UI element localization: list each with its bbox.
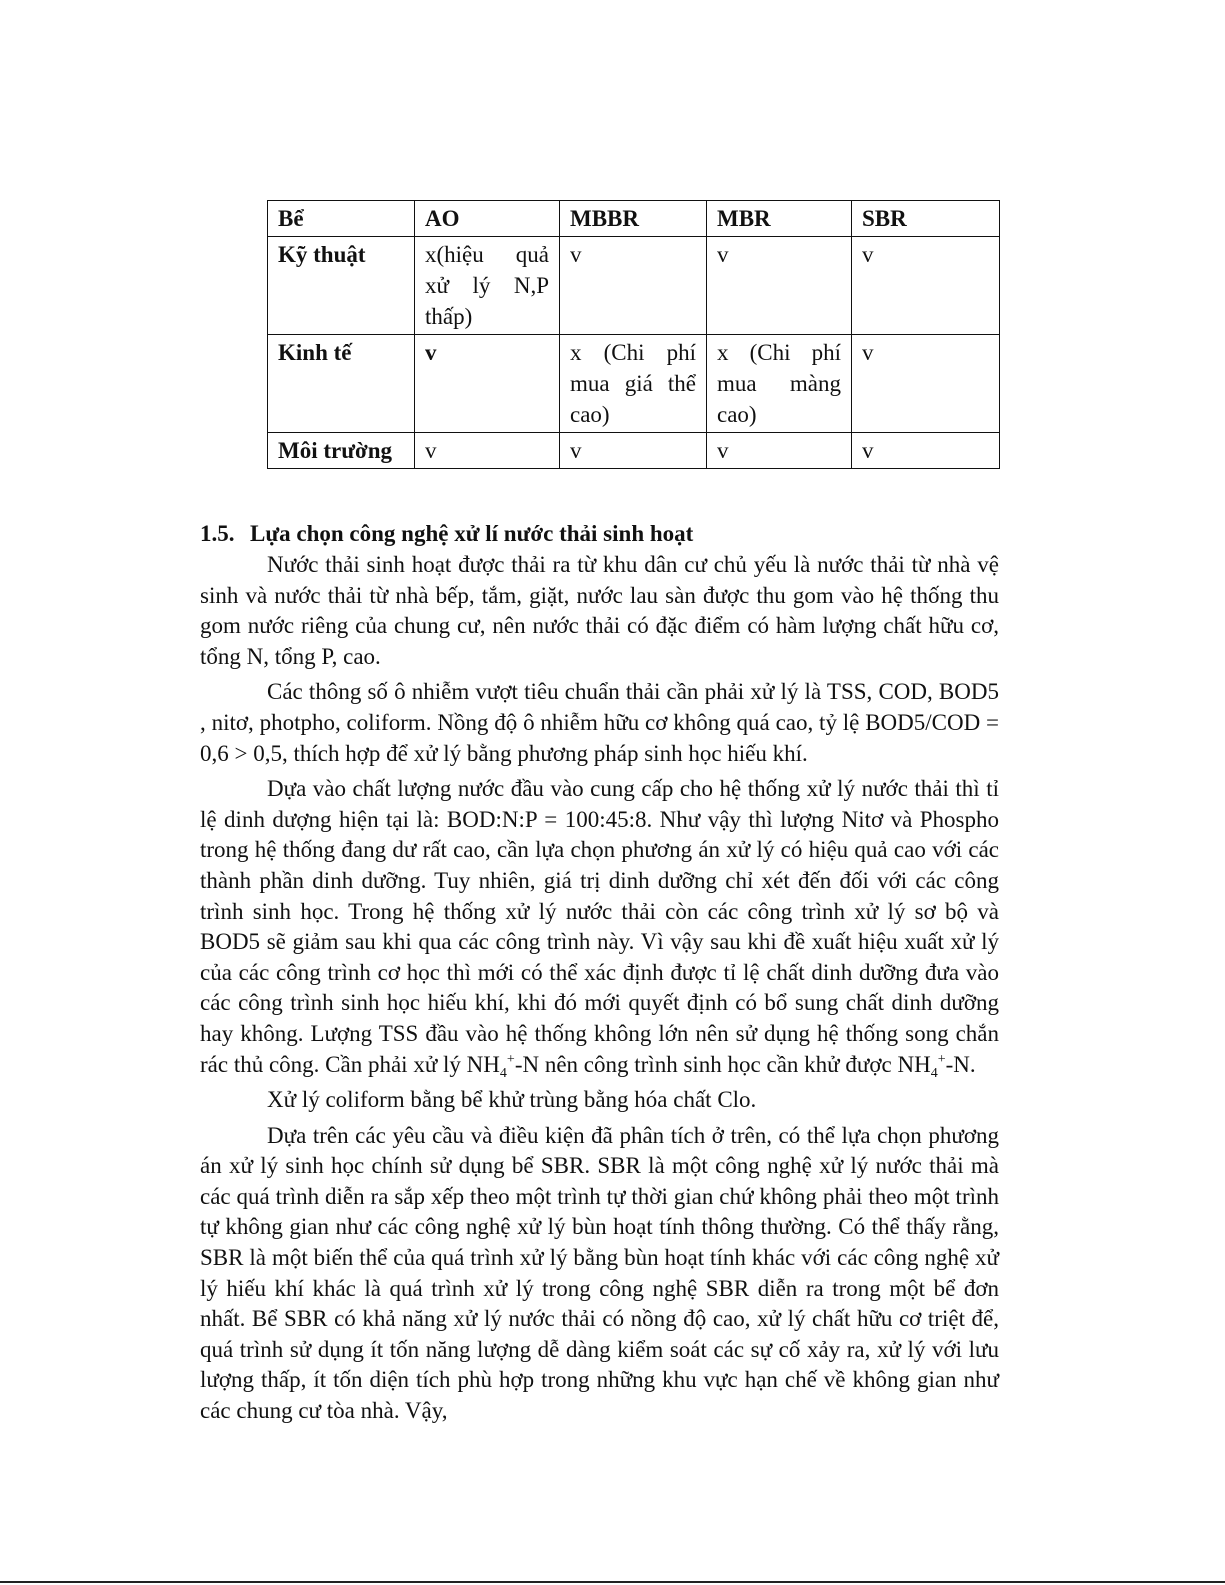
row-label: Kinh tế bbox=[268, 335, 415, 433]
row-label: Môi trường bbox=[268, 433, 415, 469]
table-header-row bbox=[268, 201, 1000, 237]
body-text bbox=[200, 550, 999, 1432]
table-header-cell: Bể bbox=[268, 201, 415, 237]
paragraph-text: -N. bbox=[945, 1051, 976, 1077]
paragraph-text: Dựa vào chất lượng nước đầu vào cung cấp cho hệ thống xử lý nước thải thì tỉ lệ dinh dượng hiện tại là: BOD:N:P = 100:45:8. Như vậy thì lượng Nitơ và Phospho trong hệ thống đang dư rất cao, cần lựa chọn phương án xử lý có hiệu quả cao với các thành phần dinh dưỡng. Tuy nhiên, giá trị dinh dưỡng chỉ xét đến đối với các công trình sinh học. Trong hệ thống xử lý nước thải còn các công trình xử lý sơ bộ và BOD5 sẽ giảm sau khi qua các công trình này. Vì vậy sau khi đề xuất hiệu xuất xử lý của các công trình cơ học thì mới có thể xác định được tỉ lệ chất dinh dưỡng đưa vào các công trình sinh học hiếu khí, khi đó mới quyết định có bổ sung chất dinh dưỡng hay không. Lượng TSS đầu vào hệ thống không lớn nên sử dụng hệ thống song chắn rác thủ công. Cần phải xử lý NH bbox=[200, 776, 999, 1077]
table-header-cell: AO bbox=[415, 201, 560, 237]
table-row bbox=[268, 335, 1000, 433]
table-cell: x (Chi phí mua giá thể cao) bbox=[560, 335, 707, 433]
table-cell: v bbox=[415, 433, 560, 469]
paragraph: Dựa trên các yêu cầu và điều kiện đã phân tích ở trên, có thể lựa chọn phương án xử lý sinh học chính sử dụng bể SBR. SBR là một công nghệ xử lý nước thải mà các quá trình diễn ra sắp xếp theo một trình tự thời gian chứ không phải theo một trình tự không gian như các công nghệ xử lý bùn hoạt tính thông thường. Có thể thấy rằng, SBR là một biến thể của quá trình xử lý bằng bùn hoạt tính khác với các công nghệ xử lý hiếu khí khác là quá trình xử lý trong công nghệ SBR diễn ra trong một bể đơn nhất. Bể SBR có khả năng xử lý nước thải có nồng độ cao, xử lý chất hữu cơ triệt để, quá trình sử dụng ít tốn năng lượng dễ dàng kiểm soát các sự cố xảy ra, xử lý với lưu lượng thấp, ít tốn diện tích phù hợp trong những khu vực hạn chế về không gian như các chung cư tòa nhà. Vậy, bbox=[200, 1122, 999, 1424]
table-row bbox=[268, 433, 1000, 469]
paragraph-text: -N nên công trình sinh học cần khử được NH bbox=[514, 1051, 931, 1077]
section-title: Lựa chọn công nghệ xử lí nước thải sinh hoạt bbox=[250, 521, 694, 546]
comparison-table bbox=[267, 200, 1000, 469]
superscript: + bbox=[937, 1051, 946, 1067]
table-cell: v bbox=[415, 335, 560, 433]
table-header-cell: SBR bbox=[852, 201, 1000, 237]
row-label: Kỹ thuật bbox=[268, 237, 415, 335]
table-row bbox=[268, 237, 1000, 335]
table-cell: v bbox=[560, 433, 707, 469]
table-cell: v bbox=[707, 433, 852, 469]
paragraph: Xử lý coliform bằng bể khử trùng bằng hóa chất Clo. bbox=[267, 1087, 757, 1113]
footer-rule bbox=[0, 1581, 1225, 1583]
table-cell: v bbox=[560, 237, 707, 335]
paragraph: Nước thải sinh hoạt được thải ra từ khu dân cư chủ yếu là nước thải từ nhà vệ sinh và nước thải từ nhà bếp, tắm, giặt, nước lau sàn được thu gom vào hệ thống thu gom nước riêng của chung cư, nên nước thải có đặc điểm có hàm lượng chất hữu cơ, tổng N, tổng P, cao. bbox=[200, 552, 999, 669]
section-number: 1.5. bbox=[200, 521, 235, 546]
table-cell: x(hiệu quả xử lý N,P thấp) bbox=[415, 237, 560, 335]
table-cell: v bbox=[852, 335, 1000, 433]
table-header-cell: MBBR bbox=[560, 201, 707, 237]
table-cell: v bbox=[852, 433, 1000, 469]
table-cell: x (Chi phí mua màng cao) bbox=[707, 335, 852, 433]
subscript: 4 bbox=[499, 1065, 507, 1081]
table-cell: v bbox=[852, 237, 1000, 335]
superscript: + bbox=[506, 1051, 515, 1067]
paragraph: Các thông số ô nhiễm vượt tiêu chuẩn thải cần phải xử lý là TSS, COD, BOD5 , nitơ, photpho, coliform. Nồng độ ô nhiễm hữu cơ không quá cao, tỷ lệ BOD5/COD = 0,6 > 0,5, thích hợp để xử lý bằng phương pháp sinh học hiếu khí. bbox=[200, 679, 999, 766]
table-header-cell: MBR bbox=[707, 201, 852, 237]
paragraph bbox=[200, 774, 999, 1080]
section-heading bbox=[200, 518, 1000, 549]
subscript: 4 bbox=[930, 1065, 938, 1081]
table-cell: v bbox=[707, 237, 852, 335]
